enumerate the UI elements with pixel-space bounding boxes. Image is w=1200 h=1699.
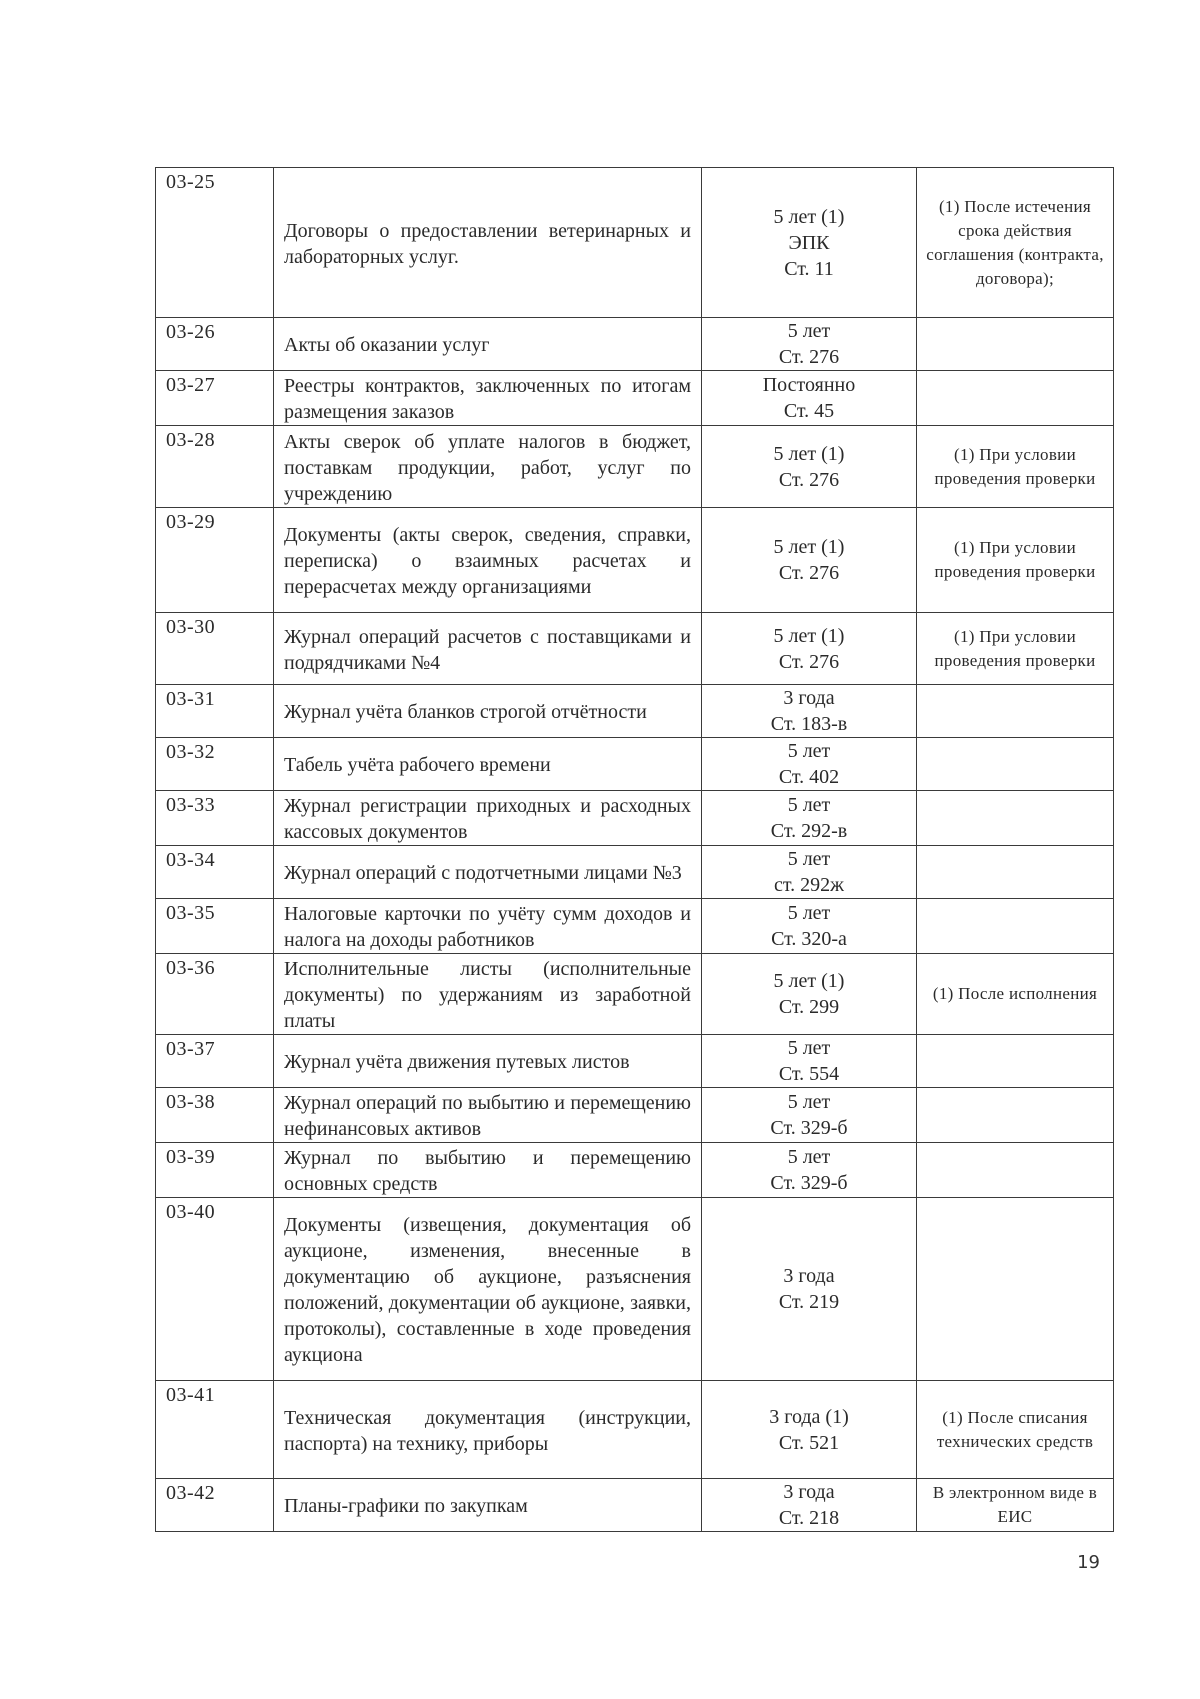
document-title: Налоговые карточки по учёту сумм доходов и налога на доходы работников <box>274 899 702 954</box>
table-row <box>156 1198 1114 1381</box>
document-title: Журнал по выбытию и перемещению основных средств <box>274 1143 702 1198</box>
retention-term-line: Ст. 276 <box>778 562 840 584</box>
retention-term-line: Ст. 11 <box>784 257 834 280</box>
retention-term <box>702 426 917 508</box>
retention-term <box>702 1035 917 1088</box>
retention-term <box>702 613 917 685</box>
document-title: Журнал регистрации приходных и расходных кассовых документов <box>274 791 702 846</box>
document-title: Исполнительные листы (исполнительные документы) по удержаниям из заработной платы <box>274 954 702 1035</box>
row-index: 03-27 <box>156 371 274 426</box>
retention-term <box>702 846 917 899</box>
row-note <box>917 1198 1114 1381</box>
retention-term <box>702 371 917 426</box>
row-note: В электронном виде в ЕИС <box>917 1479 1114 1532</box>
row-note <box>917 685 1114 738</box>
retention-term-line: Ст. 329-б <box>770 1117 848 1139</box>
row-index: 03-39 <box>156 1143 274 1198</box>
retention-term-line: 3 года <box>783 1481 835 1503</box>
retention-term-line: 3 года <box>783 1265 835 1287</box>
table-row <box>156 846 1114 899</box>
row-index: 03-40 <box>156 1198 274 1381</box>
retention-term <box>702 685 917 738</box>
retention-term <box>702 954 917 1035</box>
table-row <box>156 791 1114 846</box>
retention-term <box>702 1479 917 1532</box>
row-note: (1) При условии проведения проверки <box>917 426 1114 508</box>
retention-term <box>702 1143 917 1198</box>
retention-term-line: 3 года <box>783 687 835 709</box>
retention-term-line: 5 лет <box>787 902 831 924</box>
document-title: Планы-графики по закупкам <box>274 1479 702 1532</box>
retention-term <box>702 1381 917 1479</box>
retention-term-line: ст. 292ж <box>774 874 844 896</box>
row-index: 03-37 <box>156 1035 274 1088</box>
row-index: 03-28 <box>156 426 274 508</box>
retention-term <box>702 1088 917 1143</box>
retention-term-line: Ст. 299 <box>778 996 840 1018</box>
row-index: 03-30 <box>156 613 274 685</box>
row-index: 03-32 <box>156 738 274 791</box>
retention-term-line: Ст. 554 <box>778 1063 840 1085</box>
table-row <box>156 1143 1114 1198</box>
retention-term-line: Ст. 276 <box>778 650 840 673</box>
row-note <box>917 1143 1114 1198</box>
records-table <box>155 167 1114 1532</box>
retention-term-line: 5 лет <box>787 320 831 342</box>
table-body <box>156 168 1114 1532</box>
table-row <box>156 685 1114 738</box>
document-title: Документы (акты сверок, сведения, справки, переписка) о взаимных расчетах и перерасчетах между организациями <box>274 508 702 613</box>
row-index: 03-31 <box>156 685 274 738</box>
retention-term-line: Ст. 521 <box>778 1431 840 1454</box>
retention-term-line: Ст. 276 <box>778 346 840 368</box>
table-row <box>156 613 1114 685</box>
row-note <box>917 899 1114 954</box>
retention-term-line: Ст. 219 <box>778 1291 840 1313</box>
document-title: Договоры о предоставлении ветеринарных и лабораторных услуг. <box>274 168 702 318</box>
row-note <box>917 791 1114 846</box>
document-title: Техническая документация (инструкции, паспорта) на технику, приборы <box>274 1381 702 1479</box>
retention-term-line: 5 лет (1) <box>773 205 845 228</box>
retention-term <box>702 508 917 613</box>
document-title: Журнал учёта бланков строгой отчётности <box>274 685 702 738</box>
table-row <box>156 954 1114 1035</box>
retention-term <box>702 899 917 954</box>
row-note <box>917 318 1114 371</box>
table-row <box>156 371 1114 426</box>
row-note <box>917 846 1114 899</box>
table-row <box>156 1479 1114 1532</box>
retention-term-line: 5 лет <box>787 1146 831 1168</box>
document-title: Акты об оказании услуг <box>274 318 702 371</box>
retention-term-line: Ст. 45 <box>783 400 835 422</box>
row-index: 03-34 <box>156 846 274 899</box>
retention-term-line: 5 лет <box>787 1091 831 1113</box>
document-title: Журнал учёта движения путевых листов <box>274 1035 702 1088</box>
retention-term-line: 5 лет <box>787 1037 831 1059</box>
row-index: 03-29 <box>156 508 274 613</box>
retention-term-line: Ст. 320-а <box>771 928 847 950</box>
retention-term-line: Постоянно <box>762 374 856 396</box>
row-note <box>917 371 1114 426</box>
table-row <box>156 508 1114 613</box>
row-note <box>917 738 1114 791</box>
retention-term <box>702 738 917 791</box>
document-title: Журнал операций по выбытию и перемещению нефинансовых активов <box>274 1088 702 1143</box>
retention-term <box>702 318 917 371</box>
table-row <box>156 168 1114 318</box>
retention-term-line: 5 лет <box>787 740 831 762</box>
row-note: (1) При условии проведения проверки <box>917 508 1114 613</box>
row-index: 03-41 <box>156 1381 274 1479</box>
retention-term-line: Ст. 276 <box>778 468 840 491</box>
table-row <box>156 899 1114 954</box>
retention-term-line: ЭПК <box>788 231 830 254</box>
document-title: Документы (извещения, документация об аукционе, изменения, внесенные в документацию об аукционе, разъяснения положений, документации об аукционе, заявки, протоколы), составленные в ходе проведения аукциона <box>274 1198 702 1381</box>
row-note: (1) После исполнения <box>917 954 1114 1035</box>
page-number: 19 <box>1077 1552 1100 1573</box>
document-title: Акты сверок об уплате налогов в бюджет, поставкам продукции, работ, услуг по учреждению <box>274 426 702 508</box>
row-index: 03-38 <box>156 1088 274 1143</box>
retention-term-line: 5 лет (1) <box>773 536 845 558</box>
retention-term <box>702 1198 917 1381</box>
retention-term-line: Ст. 218 <box>778 1507 840 1529</box>
retention-term <box>702 791 917 846</box>
retention-term-line: Ст. 292-в <box>770 820 848 842</box>
row-note: (1) При условии проведения проверки <box>917 613 1114 685</box>
retention-term <box>702 168 917 318</box>
retention-term-line: Ст. 329-б <box>770 1172 848 1194</box>
retention-term-line: Ст. 183-в <box>770 713 848 735</box>
retention-term-line: Ст. 402 <box>778 766 840 788</box>
table-row <box>156 1035 1114 1088</box>
table-row <box>156 318 1114 371</box>
row-index: 03-26 <box>156 318 274 371</box>
row-index: 03-25 <box>156 168 274 318</box>
document-title: Журнал операций расчетов с поставщиками и подрядчиками №4 <box>274 613 702 685</box>
row-note <box>917 1035 1114 1088</box>
table-row <box>156 426 1114 508</box>
row-index: 03-42 <box>156 1479 274 1532</box>
row-note: (1) После истечения срока действия соглашения (контракта, договора); <box>917 168 1114 318</box>
row-index: 03-36 <box>156 954 274 1035</box>
document-title: Реестры контрактов, заключенных по итогам размещения заказов <box>274 371 702 426</box>
retention-term-line: 3 года (1) <box>769 1405 849 1428</box>
row-index: 03-35 <box>156 899 274 954</box>
retention-term-line: 5 лет <box>787 794 831 816</box>
row-note <box>917 1088 1114 1143</box>
table-row <box>156 1088 1114 1143</box>
table-row <box>156 1381 1114 1479</box>
retention-term-line: 5 лет (1) <box>773 970 845 992</box>
retention-term-line: 5 лет (1) <box>773 624 845 647</box>
table-row <box>156 738 1114 791</box>
retention-term-line: 5 лет <box>787 848 831 870</box>
document-title: Журнал операций с подотчетными лицами №3 <box>274 846 702 899</box>
row-index: 03-33 <box>156 791 274 846</box>
row-note: (1) После списания технических средств <box>917 1381 1114 1479</box>
document-title: Табель учёта рабочего времени <box>274 738 702 791</box>
retention-term-line: 5 лет (1) <box>773 442 845 465</box>
